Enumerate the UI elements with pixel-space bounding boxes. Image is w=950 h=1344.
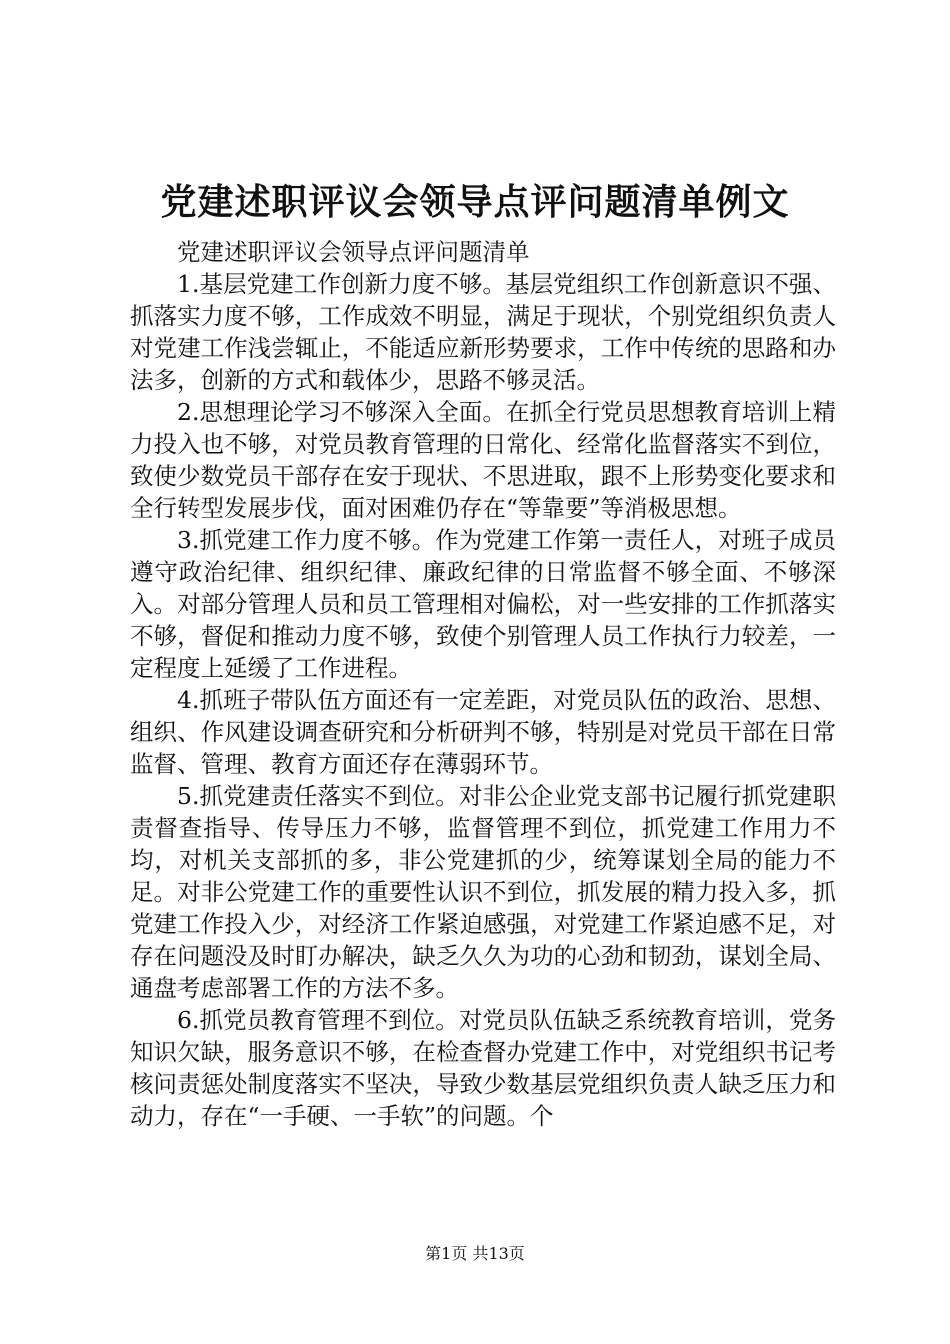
document-body — [130, 236, 836, 1132]
document-title: 党建述职评议会领导点评问题清单例文 — [160, 181, 790, 223]
paragraph-3: 3.抓党建工作力度不够。作为党建工作第一责任人，对班子成员遵守政治纪律、组织纪律、廉政纪律的日常监督不够全面、不够深入。对部分管理人员和员工管理相对偏松，对一些安排的工作抓落实不够，督促和推动力度不够，致使个别管理人员工作执行力较差，一定程度上延缓了工作进程。 — [130, 526, 836, 682]
paragraph-5: 5.抓党建责任落实不到位。对非公企业党支部书记履行抓党建职责督查指导、传导压力不够，监督管理不到位，抓党建工作用力不均，对机关支部抓的多，非公党建抓的少，统筹谋划全局的能力不足。对非公党建工作的重要性认识不到位，抓发展的精力投入多，抓党建工作投入少，对经济工作紧迫感强，对党建工作紧迫感不足，对存在问题没及时盯办解决，缺乏久久为功的心劲和韧劲，谋划全局、通盘考虑部署工作的方法不多。 — [130, 782, 836, 1002]
paragraph-4: 4.抓班子带队伍方面还有一定差距，对党员队伍的政治、思想、组织、作风建设调查研究和分析研判不够，特别是对党员干部在日常监督、管理、教育方面还存在薄弱环节。 — [130, 686, 836, 778]
document-subtitle: 党建述职评议会领导点评问题清单 — [177, 238, 530, 266]
paragraph-1: 1.基层党建工作创新力度不够。基层党组织工作创新意识不强、抓落实力度不够，工作成效不明显，满足于现状，个别党组织负责人对党建工作浅尝辄止，不能适应新形势要求，工作中传统的思路和办法多，创新的方式和载体少，思路不够灵活。 — [130, 270, 836, 394]
page-footer: 第1页 共13页 — [425, 1244, 525, 1263]
paragraph-6: 6.抓党员教育管理不到位。对党员队伍缺乏系统教育培训，党务知识欠缺，服务意识不够，在检查督办党建工作中，对党组织书记考核问责惩处制度落实不坚决，导致少数基层党组织负责人缺乏压力和动力，存在“一手硬、一手软”的问题。个 — [130, 1006, 836, 1130]
paragraph-2: 2.思想理论学习不够深入全面。在抓全行党员思想教育培训上精力投入也不够，对党员教育管理的日常化、经常化监督落实不到位，致使少数党员干部存在安于现状、不思进取，跟不上形势变化要求和全行转型发展步伐，面对困难仍存在“等靠要”等消极思想。 — [130, 398, 836, 522]
